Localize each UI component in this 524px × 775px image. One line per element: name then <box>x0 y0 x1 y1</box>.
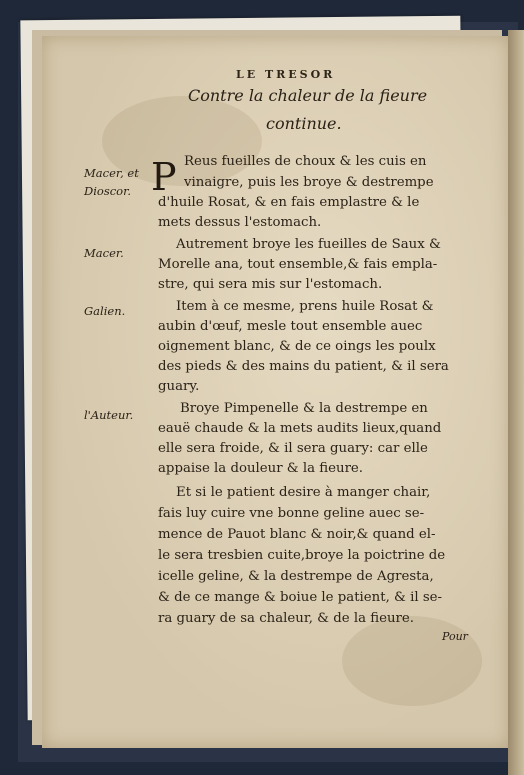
text-line: mence de Pauot blanc & noir,& quand el- <box>158 527 436 542</box>
margin-note: l'Auteur. <box>84 408 134 422</box>
section-title-line-1: Contre la chaleur de la fieure <box>188 86 428 105</box>
text-line: mets dessus l'estomach. <box>158 215 322 230</box>
text-line: le sera tresbien cuite,broye la poictrine de <box>158 548 446 563</box>
text-line: elle sera froide, & il sera guary: car elle <box>158 441 428 456</box>
margin-note: Macer. <box>84 246 124 260</box>
book-gutter <box>508 30 524 775</box>
text-line: d'huile Rosat, & en fais emplastre & le <box>158 195 420 210</box>
text-line: des pieds & des mains du patient, & il sera <box>158 359 449 374</box>
text-line: fais luy cuire vne bonne geline auec se- <box>158 506 425 521</box>
running-head: LE TRESOR <box>236 68 336 81</box>
text-line: oignement blanc, & de ce oings les poulx <box>158 339 436 354</box>
text-line: & de ce mange & boiue le patient, & il se- <box>158 590 443 605</box>
catchword: Pour <box>442 630 468 643</box>
text-line: Item à ce mesme, prens huile Rosat & <box>176 299 434 314</box>
text-line: stre, qui sera mis sur l'estomach. <box>158 277 383 292</box>
text-line: Autrement broye les fueilles de Saux & <box>176 237 441 252</box>
book-page <box>42 36 510 748</box>
margin-note: Macer, et Dioscor. <box>84 166 139 198</box>
section-title-line-2: continue. <box>266 114 342 133</box>
text-line: guary. <box>158 379 200 394</box>
text-line: ra guary de sa chaleur, & de la fieure. <box>158 611 414 626</box>
text-line: eauë chaude & la mets audits lieux,quand <box>158 421 442 436</box>
text-line: Et si le patient desire à manger chair, <box>176 485 431 500</box>
drop-cap: P <box>151 155 177 199</box>
text-line: Morelle ana, tout ensemble,& fais empla- <box>158 257 438 272</box>
text-line: aubin d'œuf, mesle tout ensemble auec <box>158 319 423 334</box>
text-line: Reus fueilles de choux & les cuis en <box>184 154 427 169</box>
text-line: vinaigre, puis les broye & destrempe <box>184 175 434 190</box>
text-line: Broye Pimpenelle & la destrempe en <box>180 401 428 416</box>
margin-note: Galien. <box>84 304 126 318</box>
text-line: icelle geline, & la destrempe de Agresta, <box>158 569 434 584</box>
text-line: appaise la douleur & la fieure. <box>158 461 364 476</box>
